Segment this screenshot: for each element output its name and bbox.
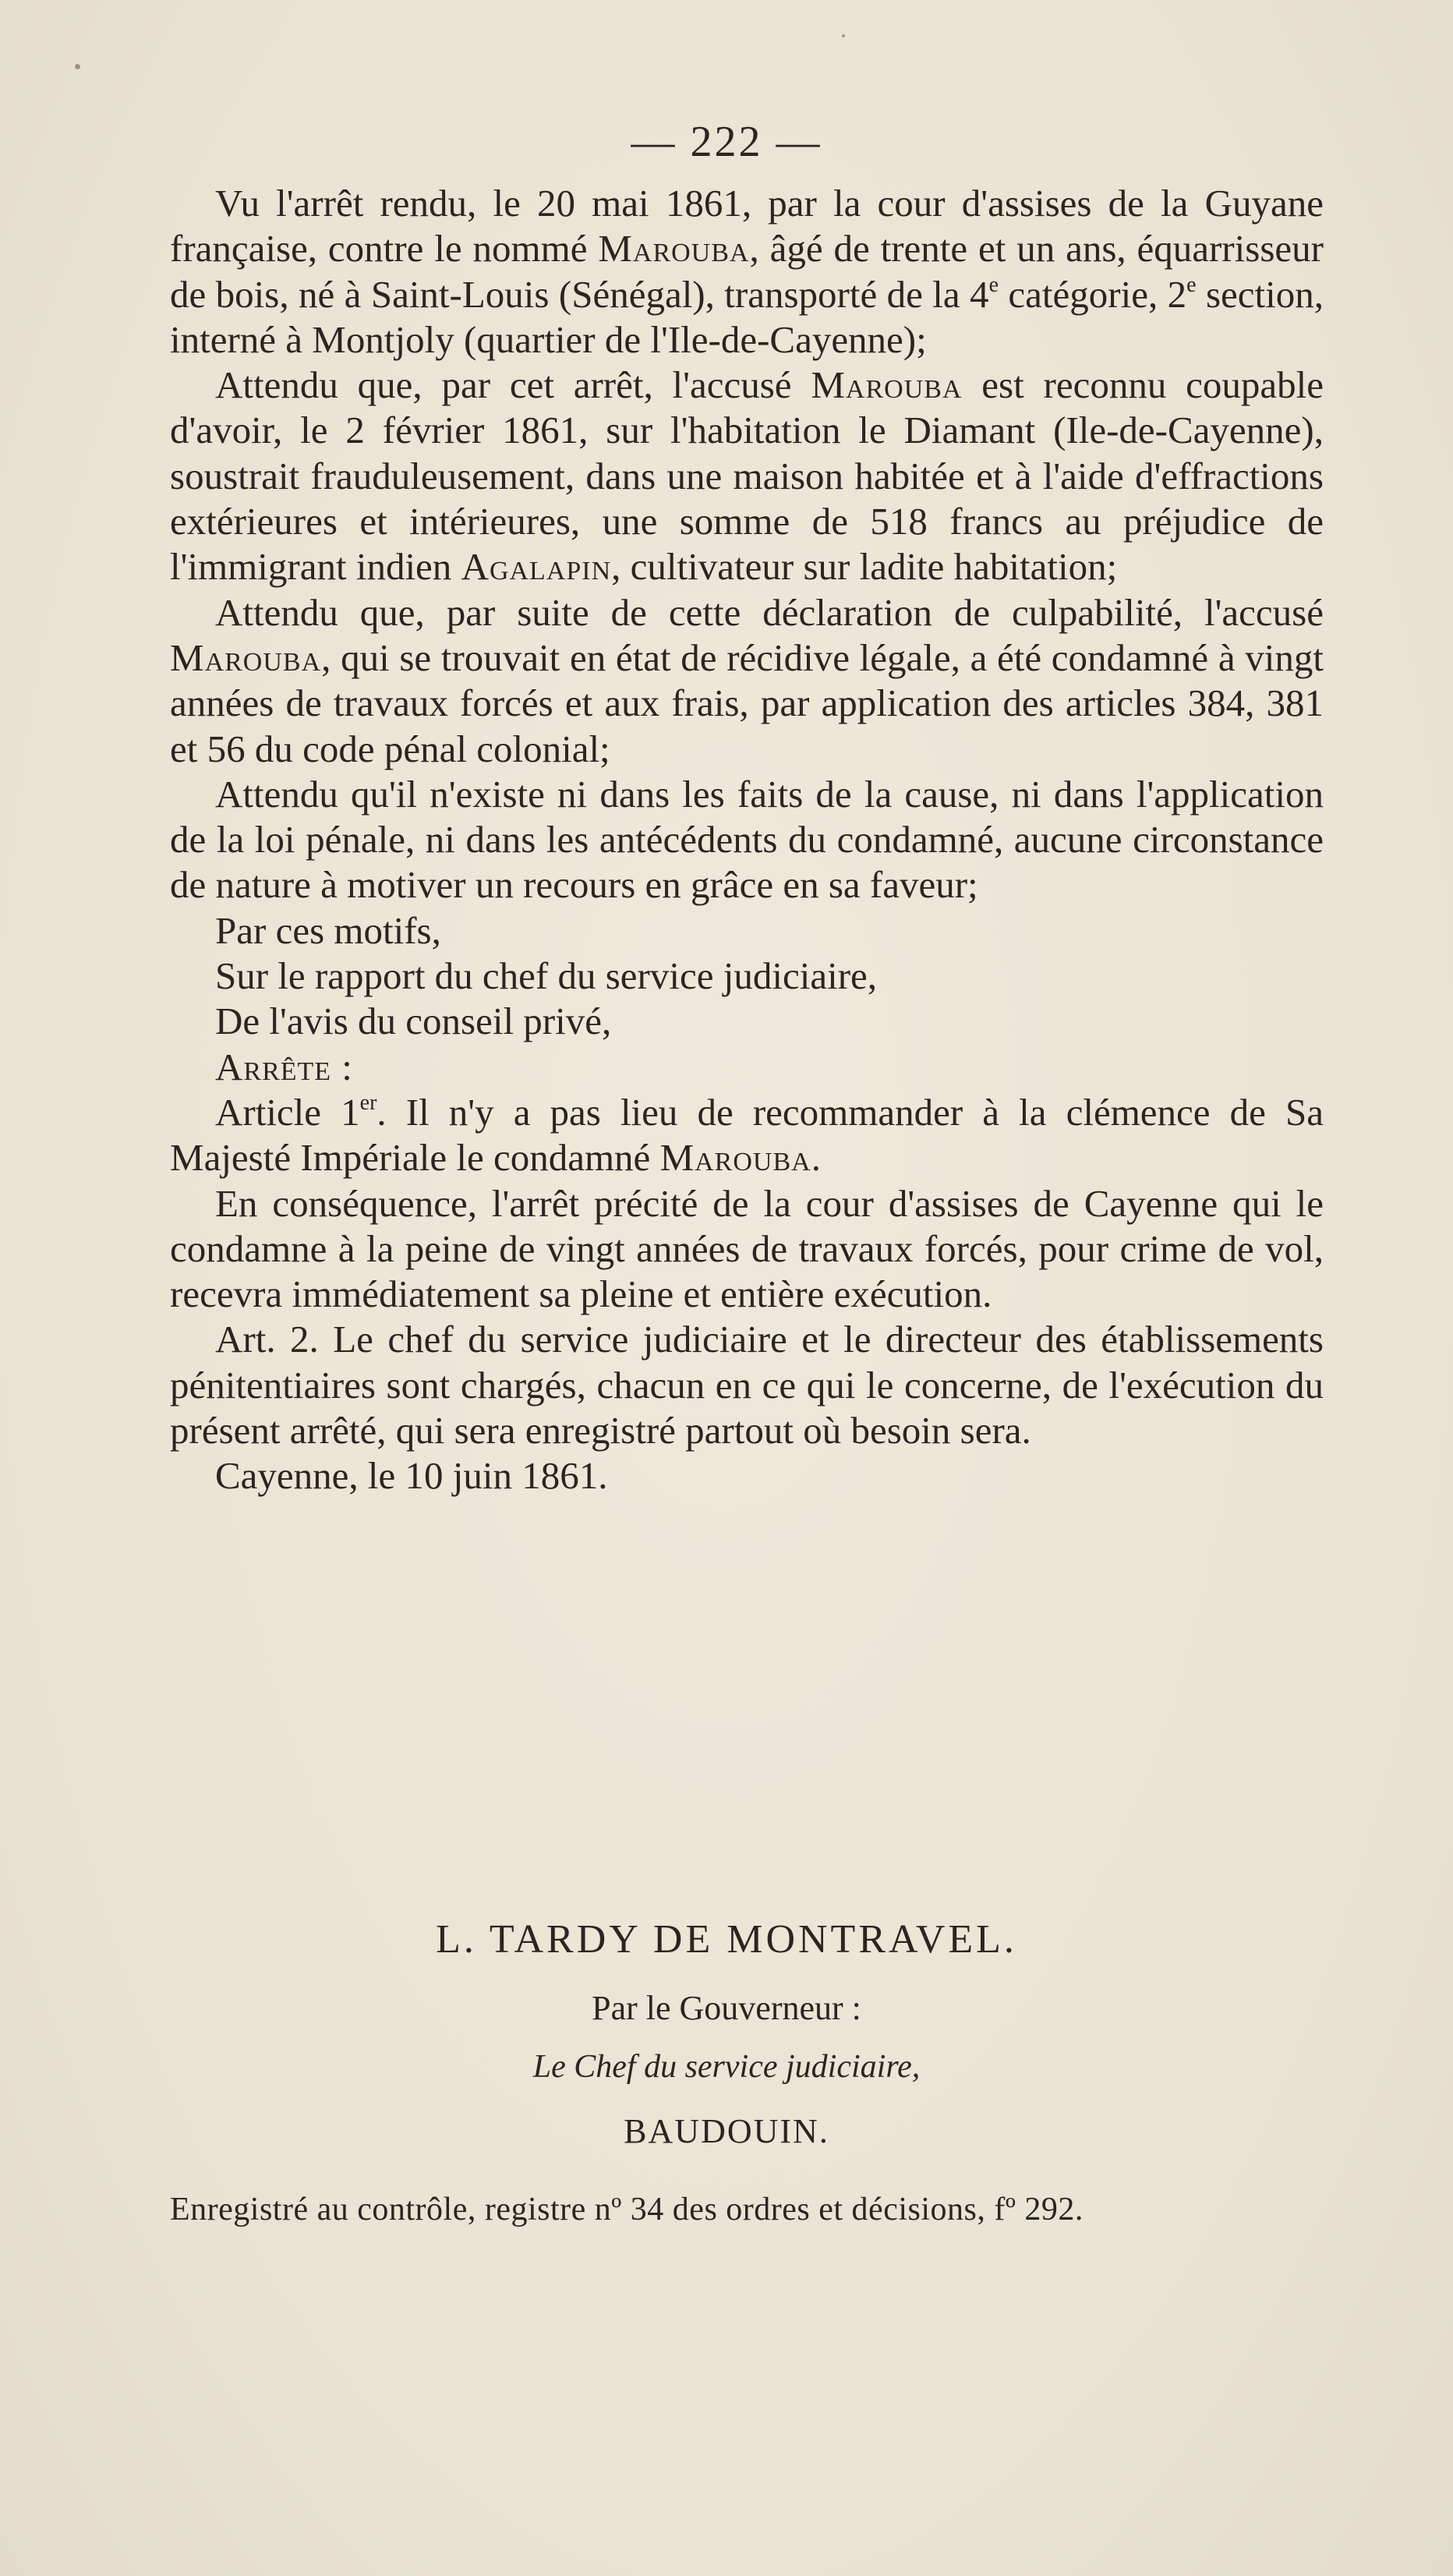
victim-name: Agalapin	[461, 545, 612, 589]
paragraph-arrete: Arrête :	[215, 1045, 353, 1088]
page-number: — 222 —	[631, 118, 822, 166]
paragraph-consequence: En conséquence, l'arrêt précité de la cour d'assises de Cayenne qui le condamne à la peine de vingt années de travaux forcés, pour crime de vol, recevra immédiatement sa pleine et entière exécution.	[170, 1181, 1324, 1316]
paragraph-avis: De l'avis du conseil privé,	[215, 1000, 612, 1043]
paragraph-attendu-1: Attendu que, par cet arrêt, l'accusé Marouba est reconnu coupable d'avoir, le 2 février 1861, sur l'habitation le Diamant (Ile-de-Cayenne), soustrait frauduleusement, dans une maison habitée et à l'aide d'effractions extérieures et intérieures, une somme de 518 francs au préjudice de l'immigrant indien Agalapin, cultivateur sur ladite habitation;	[170, 363, 1324, 589]
paragraph-article-2: Art. 2. Le chef du service judiciaire et le directeur des établissements pénitentiaires sont chargés, chacun en ce qui le concerne, de l'exécution du présent arrêté, qui sera enregistré partout où besoin sera.	[170, 1318, 1324, 1453]
paragraph-motifs: Par ces motifs,	[215, 908, 441, 952]
decree-body	[170, 181, 1324, 1499]
paragraph-article-1: Article 1er. Il n'y a pas lieu de recommander à la clémence de Sa Majesté Impériale le condamné Marouba.	[170, 1090, 1324, 1180]
paragraph-date: Cayenne, le 10 juin 1861.	[215, 1454, 608, 1498]
paragraph-attendu-2: Attendu que, par suite de cette déclaration de culpabilité, l'accusé Marouba, qui se trouvait en état de récidive légale, a été condamné à vingt années de travaux forcés et aux frais, par application des articles 384, 381 et 56 du code pénal colonial;	[170, 590, 1324, 770]
par-le-gouverneur: Par le Gouverneur :	[592, 1989, 861, 2027]
paragraph-attendu-3: Attendu qu'il n'existe ni dans les faits de la cause, ni dans l'application de la loi pénale, ni dans les antécédents du condamné, aucune circonstance de nature à motiver un recours en grâce en sa faveur;	[170, 772, 1324, 907]
accused-name: Marouba	[659, 1136, 811, 1180]
accused-name: Marouba	[598, 227, 750, 271]
paragraph-vu: Vu l'arrêt rendu, le 20 mai 1861, par la cour d'assises de la Guyane française, contre le nommé Marouba, âgé de trente et un ans, équarrisseur de bois, né à Saint-Louis (Sénégal), transporté de la 4e catégorie, 2e section, interné à Montjoly (quartier de l'Ile-de-Cayenne);	[170, 182, 1324, 361]
accused-name: Marouba	[811, 363, 963, 407]
ink-speck	[75, 64, 80, 69]
governor-signature: L. TARDY DE MONTRAVEL.	[436, 1917, 1017, 1962]
paragraph-rapport: Sur le rapport du chef du service judiciaire,	[215, 954, 878, 998]
registration-note: Enregistré au contrôle, registre nº 34 des ordres et décisions, fº 292.	[170, 2192, 1084, 2227]
ink-speck	[842, 34, 845, 37]
chef-service-judiciaire: Le Chef du service judiciaire,	[532, 2049, 921, 2085]
baudouin-signature: BAUDOUIN.	[624, 2112, 829, 2150]
accused-name: Marouba	[170, 635, 322, 679]
